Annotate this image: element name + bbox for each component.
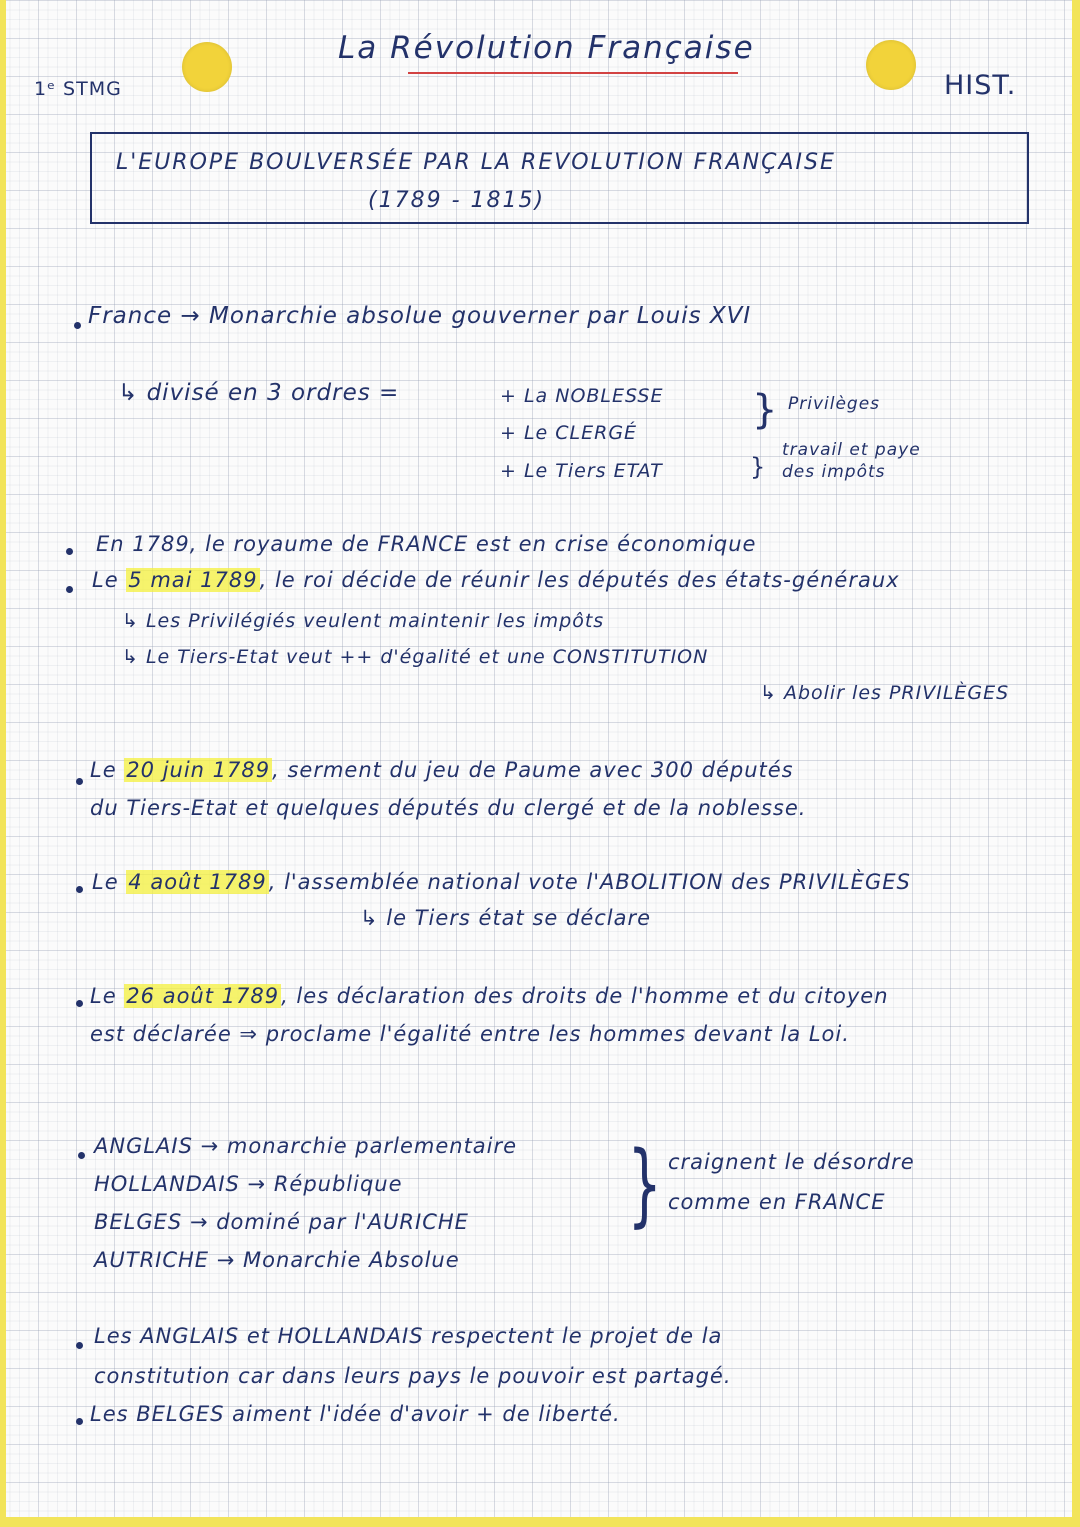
subject-label: HIST. (944, 70, 1017, 101)
bullet (66, 548, 73, 555)
crisis-line: En 1789, le royaume de FRANCE est en crise économique (96, 532, 757, 556)
conclusion-line3: Les BELGES aiment l'idée d'avoir + de liberté. (90, 1402, 621, 1426)
page-margin-left (0, 0, 6, 1527)
privileged-want-line: ↳ Les Privilégiés veulent maintenir les impôts (122, 610, 605, 632)
bullet (66, 586, 73, 593)
page-margin-right (1072, 0, 1080, 1527)
bullet (76, 1418, 83, 1425)
fear-line2: comme en FRANCE (668, 1190, 886, 1214)
estates-general-line: Le 5 mai 1789, le roi décide de réunir les députés des états-généraux (92, 568, 900, 592)
conclusion-line1: Les ANGLAIS et HOLLANDAIS respectent le projet de la (94, 1324, 723, 1348)
page-title: La Révolution Française (338, 30, 755, 66)
chapter-title-box (90, 132, 1029, 224)
country-row-austria: AUTRICHE → Monarchie Absolue (94, 1248, 460, 1272)
page-margin-bottom (0, 1517, 1080, 1527)
august4-line: Le 4 août 1789, l'assemblée national vote l'ABOLITION des PRIVILÈGES (92, 870, 911, 894)
title-underline (408, 72, 738, 74)
chapter-title-line2: (1789 - 1815) (368, 188, 546, 213)
order-nobility: + La NOBLESSE (500, 385, 664, 407)
tennis-court-oath-line2: du Tiers-Etat et quelques députés du clergé et de la noblesse. (90, 796, 807, 820)
binder-hole-right (866, 40, 916, 90)
declaration-line1: Le 26 août 1789, les déclaration des droits de l'homme et du citoyen (90, 984, 889, 1008)
country-row-belgium: BELGES → dominé par l'AURICHE (94, 1210, 469, 1234)
country-row-netherlands: HOLLANDAIS → République (94, 1172, 403, 1196)
august4-line2: ↳ le Tiers état se déclare (360, 906, 652, 930)
brace-countries: } (627, 1132, 662, 1237)
bullet (78, 1152, 85, 1159)
france-line: France → Monarchie absolue gouverner par Louis XVI (88, 303, 752, 329)
third-estate-want-line: ↳ Le Tiers-Etat veut ++ d'égalité et une CONSTITUTION (122, 646, 709, 668)
bullet (76, 778, 83, 785)
order-clergy: + Le CLERGÉ (500, 422, 638, 444)
brace-third-estate: } (750, 453, 766, 481)
third-estate-note-line2: des impôts (782, 462, 886, 482)
country-row-england: ANGLAIS → monarchie parlementaire (94, 1134, 518, 1158)
third-estate-note-line1: travail et paye (782, 440, 921, 460)
bullet (76, 1342, 83, 1349)
chapter-title-line1: L'EUROPE BOULVERSÉE PAR LA REVOLUTION FRANÇAISE (116, 150, 836, 175)
abolish-privileges-line: ↳ Abolir les PRIVILÈGES (760, 682, 1010, 704)
orders-intro: ↳ divisé en 3 ordres = (118, 380, 400, 406)
bullet (76, 886, 83, 893)
binder-hole-left (182, 42, 232, 92)
conclusion-line2: constitution car dans leurs pays le pouvoir est partagé. (94, 1364, 732, 1388)
declaration-line2: est déclarée ⇒ proclame l'égalité entre les hommes devant la Loi. (90, 1022, 850, 1046)
bullet (74, 322, 81, 329)
brace-privileged: } (752, 387, 778, 433)
class-label: 1ᵉ STMG (34, 78, 122, 100)
bullet (76, 1000, 83, 1007)
privileges-note: Privilèges (788, 394, 881, 414)
order-third-estate: + Le Tiers ETAT (500, 460, 663, 482)
tennis-court-oath-line1: Le 20 juin 1789, serment du jeu de Paume avec 300 députés (90, 758, 794, 782)
fear-line1: craignent le désordre (668, 1150, 915, 1174)
